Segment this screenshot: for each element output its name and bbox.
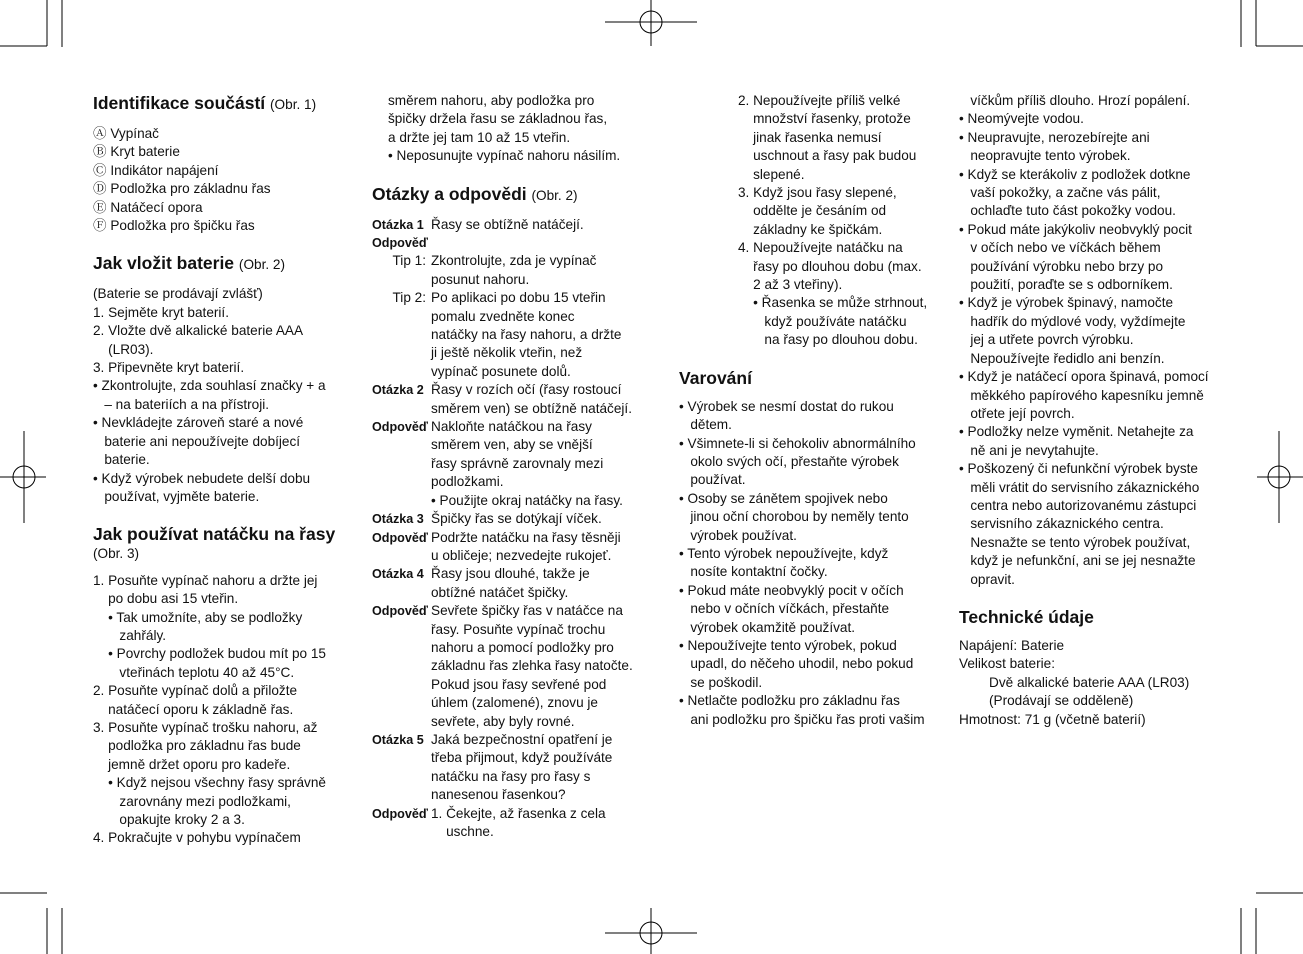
usage-continued-line: špičky držela řasu se základnou řas, xyxy=(388,111,608,127)
warning-continued-line: měkkého papírového kapesníku jemně xyxy=(959,387,1204,403)
qa-continued-line: slepené. xyxy=(738,166,805,182)
qa-text-line: uschne. xyxy=(431,824,494,840)
registration-left xyxy=(0,431,46,523)
tech-section xyxy=(959,606,1221,729)
qa-key: Otázka 4 xyxy=(372,567,424,582)
usage-line: 4. Pokračujte v pohybu vypínačem xyxy=(93,830,301,846)
qa-text-line: základnu řas zlehka řasy natočte. xyxy=(431,658,633,674)
tech-power: Napájení: Baterie xyxy=(959,637,1065,653)
battery-line: používat, vyjměte baterie. xyxy=(93,488,260,504)
qa-text-line: nahoru a pomocí podložky pro xyxy=(431,639,614,655)
warning-line: nebo v očních víčkách, přestaňte xyxy=(679,601,890,617)
warning-continued-line: použití, poraďte se s odborníkem. xyxy=(959,277,1173,293)
qa-text-line: směrem ven) se obtížně natáčejí. xyxy=(431,400,632,416)
warning-list xyxy=(679,398,941,729)
warning-line: okolo svých očí, přestaňte výrobek xyxy=(679,453,899,469)
warning-line: výrobek okamžitě používat. xyxy=(679,619,856,635)
warning-section xyxy=(679,367,941,729)
qa-text-line: směrem ven, aby se vnější xyxy=(431,437,593,453)
qa-continued xyxy=(679,92,941,350)
tech-heading: Technické údaje xyxy=(959,606,1094,627)
qa-entry xyxy=(372,565,640,602)
parts-item: Ⓔ Natáčecí opora xyxy=(93,199,203,215)
warning-continued-line: • Neupravujte, nerozebírejte ani xyxy=(959,129,1150,145)
qa-heading: Otázky a odpovědi (Obr. 2) xyxy=(372,183,578,204)
warning-continued-line: v očích nebo ve víčkách během xyxy=(959,240,1161,256)
warning-line: ani podložku pro špičku řas proti vašim xyxy=(679,711,925,727)
usage-line: zarovnány mezi podložkami, xyxy=(93,793,291,809)
qa-text-line: obtížné natáčet špičky. xyxy=(431,584,569,600)
qa-text-line: Po aplikaci po dobu 15 vteřin xyxy=(431,290,606,306)
qa-text-line: ji ještě několik vteřin, než xyxy=(431,345,583,361)
usage-line: podložka pro základnu řas bude xyxy=(93,738,301,754)
parts-item: Ⓑ Kryt baterie xyxy=(93,144,180,160)
warning-continued-line: • Neomývejte vodou. xyxy=(959,111,1084,127)
qa-key: Odpověď xyxy=(372,236,428,251)
usage-line: po dobu asi 15 vteřin. xyxy=(93,591,239,607)
column-1 xyxy=(93,92,351,865)
usage-continued-line: • Neposunujte vypínač nahoru násilím. xyxy=(388,148,621,164)
warning-continued-line: ochlaďte tuto část pokožky vodou. xyxy=(959,203,1176,219)
qa-key: Otázka 1 xyxy=(372,217,424,232)
warning-line: jinou oční chorobou by neměly tento xyxy=(679,509,909,525)
warning-line: se poškodil. xyxy=(679,674,763,690)
qa-text-line: sevřete, aby byly rovné. xyxy=(431,713,575,729)
warning-continued-line: Nepoužívejte ředidlo ani benzín. xyxy=(959,350,1165,366)
parts-item: Ⓒ Indikátor napájení xyxy=(93,162,219,178)
usage-section xyxy=(93,523,351,848)
registration-top xyxy=(605,0,697,46)
usage-line: jemně držet oporu pro kadeře. xyxy=(93,756,291,772)
warning-continued-line: otřete její povrch. xyxy=(959,405,1075,421)
tech-weight: Hmotnost: 71 g (včetně baterií) xyxy=(959,711,1146,727)
usage-heading: Jak používat natáčku na řasy xyxy=(93,524,336,545)
qa-continued-line: 2. Nepoužívejte příliš velké xyxy=(738,93,901,108)
warning-line: dětem. xyxy=(679,417,732,433)
qa-section xyxy=(372,183,640,842)
warning-continued xyxy=(959,92,1221,589)
parts-item: Ⓕ Podložka pro špičku řas xyxy=(93,218,255,234)
qa-text-line: Pokud jsou řasy sevřené pod xyxy=(431,676,607,692)
warning-continued-line: ně ani je nevytahujte. xyxy=(959,442,1099,458)
qa-text-line: posunut nahoru. xyxy=(431,271,530,287)
battery-line: baterie ani nepoužívejte dobíjecí xyxy=(93,433,301,449)
usage-line: 2. Posuňte vypínač dolů a přiložte xyxy=(93,683,298,699)
qa-continued-line: základny ke špičkám. xyxy=(738,221,883,237)
qa-text-line: pomalu zvedněte konec xyxy=(431,308,575,324)
warning-line: • Všimnete-li si čehokoliv abnormálního xyxy=(679,435,916,451)
warning-line: upadl, do něčeho uhodil, nebo pokud xyxy=(679,656,914,672)
parts-heading: Identifikace součástí (Obr. 1) xyxy=(93,93,317,113)
qa-key: Tip 1: xyxy=(392,253,426,269)
qa-entry xyxy=(372,805,640,842)
qa-key: Otázka 2 xyxy=(372,383,424,398)
warning-continued-line: vaší pokožky, a začne vás pálit, xyxy=(959,185,1161,201)
usage-line: • Povrchy podložek budou mít po 15 xyxy=(93,646,326,662)
usage-ref: (Obr. 3) xyxy=(93,546,140,562)
registration-right xyxy=(1257,431,1303,523)
qa-key: Tip 2: xyxy=(392,290,426,306)
qa-entry xyxy=(372,529,640,566)
warning-continued-line: servisního zákaznického centra. xyxy=(959,516,1164,532)
qa-text-line: natáčky na řasy nahoru, a držte xyxy=(431,327,622,343)
qa-text-line: třeba přijmout, když používáte xyxy=(431,750,613,766)
warning-continued-line: • Když se kterákoliv z podložek dotkne xyxy=(959,166,1191,182)
usage-continued-line: a držte jej tam 10 až 15 vteřin. xyxy=(388,129,571,145)
tech-size-label: Velikost baterie: xyxy=(959,656,1055,672)
qa-text-line: • Použijte okraj natáčky na řasy. xyxy=(431,492,623,508)
battery-heading: Jak vložit baterie (Obr. 2) xyxy=(93,253,285,274)
qa-continued-line: uschnout a řasy pak budou xyxy=(738,148,917,164)
qa-entry xyxy=(372,381,640,418)
qa-continued-line: 2 až 3 vteřiny). xyxy=(738,277,843,293)
parts-item: Ⓐ Vypínač xyxy=(93,126,159,141)
usage-line: zahřály. xyxy=(93,627,167,643)
qa-text-line: Nakloňte natáčkou na řasy xyxy=(431,419,592,435)
warning-continued-line: centra nebo autorizovanému zástupci xyxy=(959,497,1197,513)
warning-line: • Pokud máte neobvyklý pocit v očích xyxy=(679,582,904,598)
warning-heading: Varování xyxy=(679,367,752,388)
qa-continued-line: • Řasenka se může strhnout, xyxy=(738,295,928,311)
qa-continued-line: 4. Nepoužívejte natáčku na xyxy=(738,240,903,256)
warning-continued-line: • Pokud máte jakýkoliv neobvyklý pocit xyxy=(959,221,1192,237)
battery-line: • Nevkládejte zároveň staré a nové xyxy=(93,415,304,431)
qa-entry xyxy=(372,216,640,234)
qa-text-line: vypínač posunete dolů. xyxy=(431,363,571,379)
parts-list xyxy=(93,125,351,235)
qa-text-line: u obličeje; nezvedejte rukojeť. xyxy=(431,547,612,563)
qa-continued-line: když používáte natáčku xyxy=(738,313,907,329)
warning-line: nosíte kontaktní čočky. xyxy=(679,564,828,580)
qa-text-line: řasy správně zarovnaly mezi xyxy=(431,455,604,471)
battery-list xyxy=(93,285,351,506)
warning-line: • Výrobek se nesmí dostat do rukou xyxy=(679,398,894,414)
battery-line: (LR03). xyxy=(93,341,154,357)
qa-continued-line: řasy po dlouhou dobu (max. xyxy=(738,258,922,274)
qa-tip xyxy=(372,289,640,381)
usage-continued-line: směrem nahoru, aby podložka pro xyxy=(388,93,595,108)
warning-continued-line: jej a utřete povrch výrobku. xyxy=(959,332,1134,348)
warning-continued-line: • Podložky nelze vyměnit. Netahejte za xyxy=(959,424,1194,440)
qa-text-line: Jaká bezpečnostní opatření je xyxy=(431,731,613,747)
warning-line: • Netlačte podložku pro základnu řas xyxy=(679,693,900,709)
qa-text-line: nanesenou řasenkou? xyxy=(431,787,566,803)
qa-key: Odpověď xyxy=(372,420,428,435)
warning-line: výrobek používat. xyxy=(679,527,797,543)
battery-line: (Baterie se prodávají zvlášť) xyxy=(93,286,263,302)
qa-entry xyxy=(372,602,640,731)
column-3 xyxy=(679,92,941,746)
warning-continued-line: když je nefunkční, ani se jej nesnažte xyxy=(959,553,1196,569)
qa-text-line: Řasy jsou dlouhé, takže je xyxy=(431,566,590,582)
warning-continued-line: víčkům příliš dlouho. Hrozí popálení. xyxy=(959,93,1191,108)
battery-line: – na bateriích a na přístroji. xyxy=(93,396,270,412)
qa-key: Odpověď xyxy=(372,806,428,821)
tech-size-2: (Prodávají se odděleně) xyxy=(989,693,1134,709)
qa-continued-line: jinak řasenka nemusí xyxy=(738,129,882,145)
qa-continued-line: 3. Když jsou řasy slepené, xyxy=(738,185,897,201)
battery-line: 2. Vložte dvě alkalické baterie AAA xyxy=(93,323,304,339)
qa-continued-line: oddělte je česáním od xyxy=(738,203,887,219)
usage-line: 3. Posuňte vypínač trošku nahoru, až xyxy=(93,719,318,735)
qa-text-line: Zkontrolujte, zda je vypínač xyxy=(431,253,597,269)
tech-size-1: Dvě alkalické baterie AAA (LR03) xyxy=(989,674,1190,690)
qa-text-line: natáčku na řasy pro řasy s xyxy=(431,768,591,784)
warning-line: • Tento výrobek nepoužívejte, když xyxy=(679,545,889,561)
qa-text-line: Podržte natáčku na řasy těsněji xyxy=(431,529,621,545)
qa-tip xyxy=(372,252,640,289)
qa-key: Odpověď xyxy=(372,604,428,619)
usage-line: opakujte kroky 2 a 3. xyxy=(93,812,245,827)
qa-text-line: Sevřete špičky řas v natáčce na xyxy=(431,603,623,619)
qa-text-line: 1. Čekejte, až řasenka z cela xyxy=(431,805,606,821)
qa-continued-line: množství řasenky, protože xyxy=(738,111,911,127)
warning-line: používat. xyxy=(679,472,746,488)
warning-continued-line: opravit. xyxy=(959,571,1015,587)
qa-text-line: podložkami. xyxy=(431,474,504,490)
battery-line: 3. Připevněte kryt baterií. xyxy=(93,360,245,376)
qa-list xyxy=(372,216,640,842)
usage-line: 1. Posuňte vypínač nahoru a držte jej xyxy=(93,572,318,588)
qa-key: Otázka 5 xyxy=(372,732,424,747)
qa-text-line: úhlem (zalomené), znovu je xyxy=(431,695,598,711)
qa-entry xyxy=(372,510,640,528)
registration-bottom xyxy=(605,908,697,954)
usage-line: vteřinách teplotu 40 až 45°C. xyxy=(93,664,295,680)
battery-section xyxy=(93,252,351,506)
battery-line: baterie. xyxy=(93,452,150,468)
qa-entry xyxy=(372,731,640,805)
battery-line: • Zkontrolujte, zda souhlasí značky + a xyxy=(93,378,326,394)
column-4 xyxy=(959,92,1221,746)
qa-text-line: Řasy se obtížně natáčejí. xyxy=(431,216,584,232)
warning-continued-line: měli vrátit do servisního zákaznického xyxy=(959,479,1200,495)
usage-list xyxy=(93,572,351,848)
warning-continued-line: hadřík do mýdlové vody, vyždímejte xyxy=(959,313,1186,329)
warning-continued-line: používání výrobku nebo brzy po xyxy=(959,258,1164,274)
warning-line: • Nepoužívejte tento výrobek, pokud xyxy=(679,637,897,653)
qa-text-line: Špičky řas se dotýkají víček. xyxy=(431,511,602,527)
qa-key: Odpověď xyxy=(372,530,428,545)
warning-continued-line: • Když je natáčecí opora špinavá, pomocí xyxy=(959,369,1209,385)
warning-line: • Osoby se zánětem spojivek nebo xyxy=(679,490,888,506)
usage-line: • Tak umožníte, aby se podložky xyxy=(93,609,303,625)
warning-continued-line: • Když je výrobek špinavý, namočte xyxy=(959,295,1174,311)
parts-item: Ⓓ Podložka pro základnu řas xyxy=(93,181,271,197)
usage-continued xyxy=(372,92,640,166)
qa-text-line: řasy. Posuňte vypínač trochu xyxy=(431,621,606,637)
qa-entry xyxy=(372,418,640,510)
usage-line: • Když nejsou všechny řasy správně xyxy=(93,775,326,791)
warning-continued-line: • Poškozený či nefunkční výrobek byste xyxy=(959,461,1198,477)
qa-continued-line: na řasy po dlouhou dobu. xyxy=(738,332,918,348)
battery-line: 1. Sejměte kryt baterií. xyxy=(93,304,229,320)
usage-line: natáčecí oporu k základně řas. xyxy=(93,701,294,717)
battery-line: • Když výrobek nebudete delší dobu xyxy=(93,470,311,486)
column-2 xyxy=(372,92,640,858)
qa-entry xyxy=(372,234,640,252)
parts-section xyxy=(93,92,351,235)
warning-continued-line: Nesnažte se tento výrobek používat, xyxy=(959,534,1191,550)
qa-key: Otázka 3 xyxy=(372,512,424,527)
qa-text-line: Řasy v rozích očí (řasy rostoucí xyxy=(431,382,622,398)
warning-continued-line: neopravujte tento výrobek. xyxy=(959,148,1131,164)
